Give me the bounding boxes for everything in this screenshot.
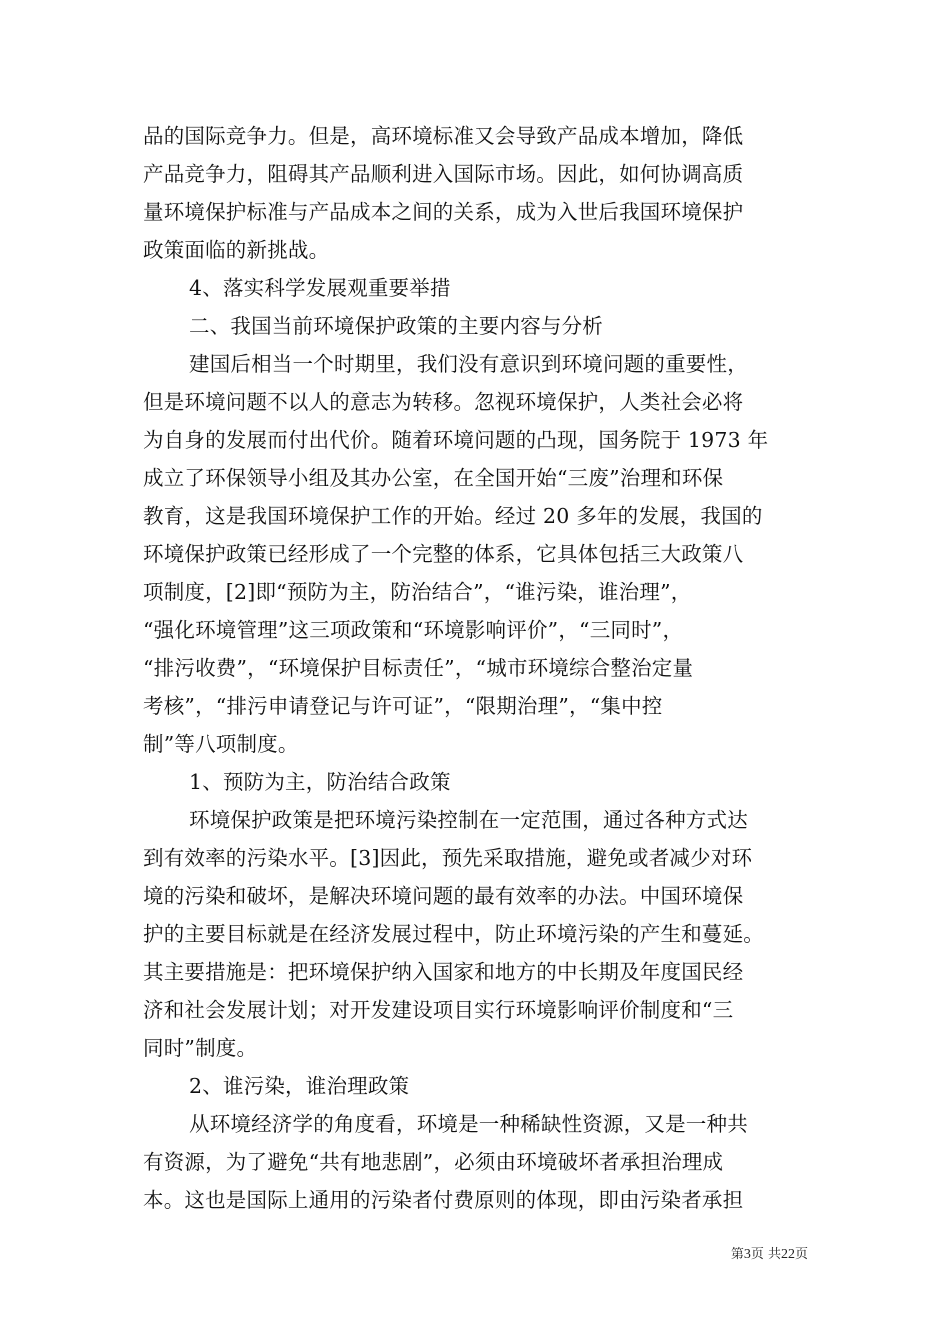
text-line: 环境保护政策是把环境污染控制在一定范围，通过各种方式达: [189, 808, 748, 832]
text-line: 建国后相当一个时期里，我们没有意识到环境问题的重要性，: [189, 352, 748, 376]
text-line: 环境保护政策已经形成了一个完整的体系，它具体包括三大政策八: [143, 542, 744, 566]
footer-suffix: 页: [794, 1247, 808, 1262]
text-line: “排污收费”，“环境保护目标责任”，“城市环境综合整治定量: [143, 656, 694, 680]
text-line: 济和社会发展计划；对开发建设项目实行环境影响评价制度和“三: [143, 998, 734, 1022]
text-line: 境的污染和破坏，是解决环境问题的最有效率的办法。中国环境保: [143, 884, 744, 908]
text-line: 项制度，[2]即“预防为主，防治结合”，“谁污染，谁治理”，: [143, 580, 692, 604]
text-line: 有资源，为了避免“共有地悲剧”，必须由环境破坏者承担治理成: [143, 1150, 724, 1174]
text-line: 为自身的发展而付出代价。随着环境问题的凸现，国务院于 1973 年: [143, 428, 769, 452]
text-line: 4、落实科学发展观重要举措: [189, 276, 451, 300]
text-line: 护的主要目标就是在经济发展过程中，防止环境污染的产生和蔓延。: [143, 922, 764, 946]
footer-middle: 页 共: [750, 1247, 781, 1262]
page-footer: [731, 1246, 808, 1264]
text-line: 本。这也是国际上通用的污染者付费原则的体现，即由污染者承担: [143, 1188, 744, 1212]
text-line: 1、预防为主，防治结合政策: [189, 770, 451, 794]
text-line: 制”等八项制度。: [143, 732, 299, 756]
document-body: [143, 117, 808, 1219]
text-line: 从环境经济学的角度看，环境是一种稀缺性资源，又是一种共: [189, 1112, 748, 1136]
total-pages-number: 22: [780, 1247, 795, 1262]
text-line: “强化环境管理”这三项政策和“环境影响评价”，“三同时”，: [143, 618, 684, 642]
text-line: 2、谁污染，谁治理政策: [189, 1074, 410, 1098]
text-line: 但是环境问题不以人的意志为转移。忽视环境保护，人类社会必将: [143, 390, 744, 414]
text-line: 其主要措施是：把环境保护纳入国家和地方的中长期及年度国民经: [143, 960, 744, 984]
text-line: 教育，这是我国环境保护工作的开始。经过 20 多年的发展，我国的: [143, 504, 763, 528]
text-line: 品的国际竞争力。但是，高环境标准又会导致产品成本增加，降低: [143, 124, 744, 148]
text-line: 同时”制度。: [143, 1036, 258, 1060]
footer-prefix: 第: [730, 1247, 744, 1262]
text-line: 产品竞争力，阻碍其产品顺利进入国际市场。因此，如何协调高质: [143, 162, 744, 186]
text-line: 政策面临的新挑战。: [143, 238, 330, 262]
text-line: 量环境保护标准与产品成本之间的关系，成为入世后我国环境保护: [143, 200, 744, 224]
text-line: 到有效率的污染水平。[3]因此，预先采取措施，避免或者减少对环: [143, 846, 753, 870]
text-line: 考核”，“排污申请登记与许可证”，“限期治理”，“集中控: [143, 694, 663, 718]
text-line: 成立了环保领导小组及其办公室，在全国开始“三废”治理和环保: [143, 466, 724, 490]
current-page-number: 3: [743, 1247, 751, 1262]
text-line: 二、我国当前环境保护政策的主要内容与分析: [189, 314, 603, 338]
